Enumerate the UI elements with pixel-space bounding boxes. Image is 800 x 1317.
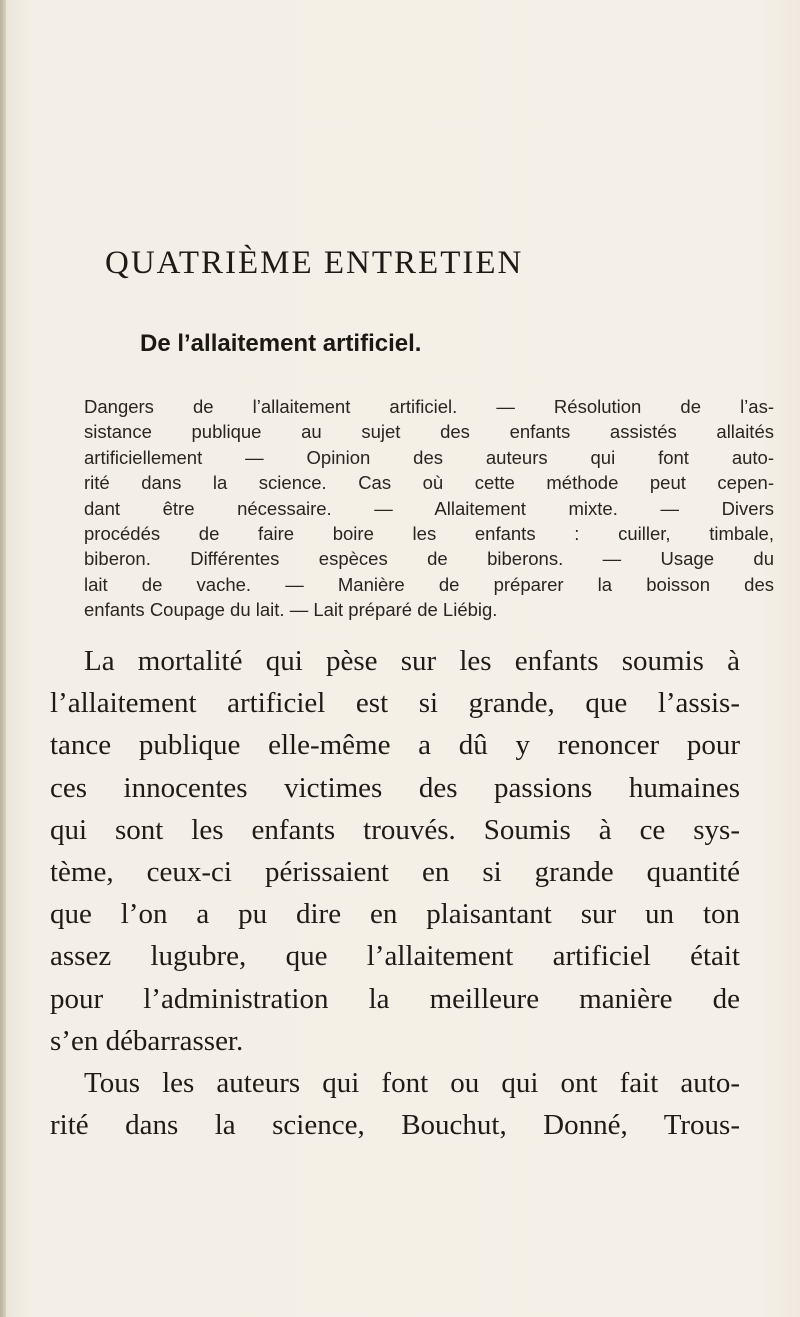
body-line: que l’on a pu dire en plaisantant sur un ton — [50, 898, 740, 931]
summary-line: procédés de faire boire les enfants : cuiller, timbale, — [84, 523, 774, 545]
body-paragraphs — [50, 640, 740, 1146]
summary-line: Dangers de l’allaitement artificiel. — Résolution de l’as- — [84, 396, 774, 417]
body-line: assez lugubre, que l’allaitement artificiel était — [50, 940, 740, 973]
body-line: tème, ceux-ci périssaient en si grande quantité — [50, 856, 740, 889]
body-line: rité dans la science, Bouchut, Donné, Trous- — [50, 1109, 740, 1142]
summary-line: dant être nécessaire. — Allaitement mixte. — Divers — [84, 497, 774, 519]
body-line: Tous les auteurs qui font ou qui ont fait auto- — [84, 1067, 740, 1100]
chapter-summary — [84, 394, 774, 623]
body-line: s’en débarrasser. — [50, 1024, 244, 1057]
body-line: tance publique elle-même a dû y renoncer pour — [50, 729, 740, 762]
page-binding-edge — [0, 0, 6, 1317]
summary-line: lait de vache. — Manière de préparer la boisson des — [84, 573, 774, 595]
body-line: La mortalité qui pèse sur les enfants soumis à — [84, 645, 740, 677]
chapter-subtitle: De l’allaitement artificiel. — [140, 330, 422, 357]
summary-line: rité dans la science. Cas où cette méthode peut cepen- — [84, 472, 774, 494]
body-line: l’allaitement artificiel est si grande, que l’assis- — [50, 687, 740, 720]
summary-line: biberon. Différentes espèces de biberons. — Usage du — [84, 548, 774, 570]
summary-line: enfants Coupage du lait. — Lait préparé de Liébig. — [84, 599, 498, 621]
chapter-title: QUATRIÈME ENTRETIEN — [105, 245, 524, 281]
body-line: pour l’administration la meilleure manière de — [50, 982, 740, 1015]
body-line: ces innocentes victimes des passions humaines — [50, 771, 740, 804]
body-line: qui sont les enfants trouvés. Soumis à ce sys- — [50, 813, 740, 846]
summary-line: sistance publique au sujet des enfants assistés allaités — [84, 421, 774, 443]
summary-line: artificiellement — Opinion des auteurs qui font auto- — [84, 446, 774, 468]
